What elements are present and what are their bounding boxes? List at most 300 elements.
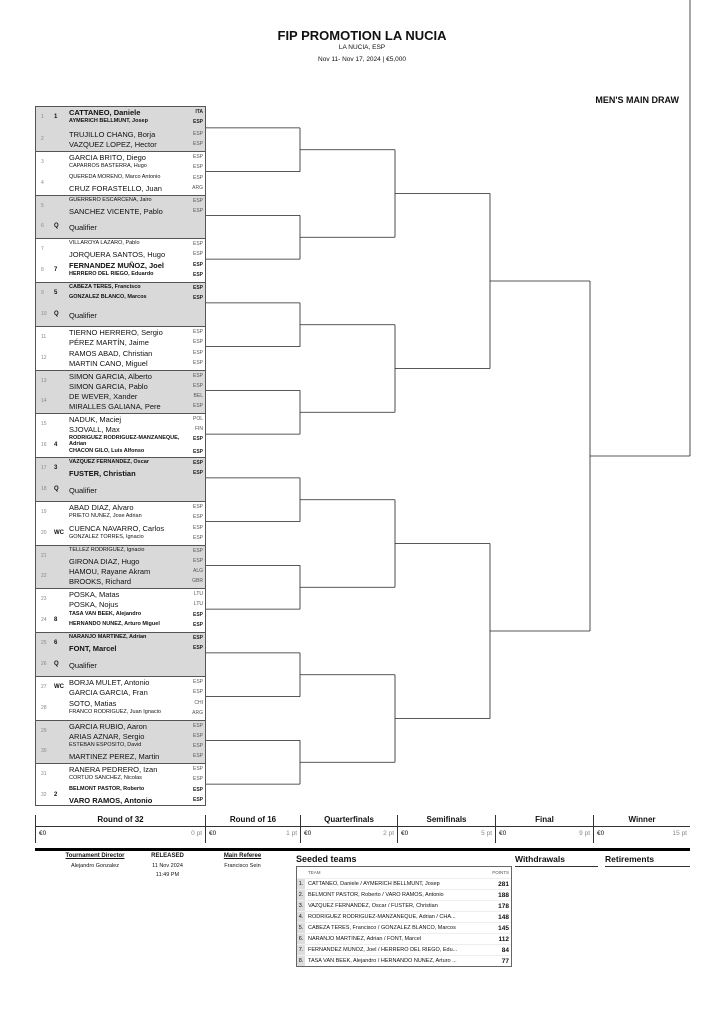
player-name: CATTANEO, Daniele [69, 108, 141, 117]
player-name: Qualifier [69, 485, 97, 495]
seed-label: WC [54, 683, 64, 690]
draw-position: 10 [41, 310, 47, 317]
player-name: CRUZ FORASTELLO, Juan [69, 183, 162, 193]
player-name: FUSTER, Christian [69, 469, 136, 478]
player-name: AYMERICH BELLMUNT, Josep [69, 118, 148, 124]
player [69, 294, 203, 301]
player-name: FRANCO RODRIGUEZ, Juan Ignacio [69, 708, 161, 715]
player-name: VAZQUEZ FERNANDEZ, Oscar [69, 459, 149, 465]
round-column [35, 815, 205, 843]
team-column-header: TEAM [308, 870, 321, 875]
player [69, 590, 203, 599]
player-name: CAPARROS BASTERRA, Hugo [69, 162, 147, 169]
draw-position: 9 [41, 290, 44, 296]
draw-row [36, 523, 205, 545]
player-name: NARANJO MARTINEZ, Adrian [69, 634, 147, 640]
round-column [495, 815, 593, 843]
seed-points: 145 [498, 924, 509, 932]
seed-label: 4 [54, 442, 58, 449]
director-label: Tournament Director [65, 853, 125, 859]
round-name: Round of 32 [36, 815, 205, 827]
player-name: RANERA PEDRERO, Izan [69, 765, 158, 775]
seeded-team-row [297, 889, 511, 900]
player-name: RAMOS ABAD, Christian [69, 348, 153, 358]
round-prize: €0 [597, 830, 605, 837]
round-column [593, 815, 690, 843]
draw-table [35, 106, 206, 806]
player [69, 796, 203, 805]
player [69, 261, 203, 270]
player-country: ESP [192, 436, 203, 443]
draw-position: 7 [41, 246, 44, 253]
player [69, 459, 203, 466]
player-country: ESP [192, 338, 203, 345]
player-country: ESP [192, 503, 203, 510]
draw-position: 25 [41, 640, 47, 646]
player-country: ESP [192, 688, 203, 695]
draw-position: 23 [41, 596, 47, 603]
seed-label: 6 [54, 640, 58, 646]
seed-team: CABEZA TERES, Francisco / GONZALEZ BLANCO, Marcos [308, 925, 456, 931]
draw-row [36, 195, 205, 217]
round-name: Final [496, 815, 593, 827]
player-name: DE WEVER, Xander [69, 392, 138, 402]
player [69, 197, 203, 204]
seed-index: 3. [298, 903, 304, 909]
round-name: Winner [594, 815, 690, 827]
player-name: CUENCA NAVARRO, Carlos [69, 523, 165, 533]
draw-row [36, 610, 205, 632]
player-country: ESP [192, 382, 203, 389]
released-label: RELEASED [151, 853, 184, 859]
round-name: Round of 16 [206, 815, 300, 827]
player [69, 678, 203, 687]
player [69, 742, 203, 749]
player [69, 207, 203, 216]
player-country: ESP [192, 272, 203, 279]
player [69, 328, 203, 337]
seed-label: WC [54, 529, 64, 536]
player-country: ARG [192, 709, 203, 716]
player-name: Qualifier [69, 310, 97, 320]
player-country: LTU [193, 601, 203, 608]
player [69, 709, 203, 716]
player-country: FIN [194, 426, 203, 433]
player-country: ESP [192, 547, 203, 554]
player-country: ESP [192, 524, 203, 531]
player-country: ESP [192, 262, 203, 269]
round-column [300, 815, 397, 843]
seed-label: Q [54, 660, 59, 667]
seed-label: 2 [54, 792, 58, 799]
player [69, 486, 203, 495]
player-country: ARG [192, 184, 203, 191]
player-country: BEL [193, 393, 203, 400]
player [69, 140, 203, 149]
draw-position: 8 [41, 267, 44, 274]
draw-position: 22 [41, 573, 47, 580]
seeded-team-row [297, 933, 511, 944]
round-prize: €0 [401, 830, 409, 837]
draw-row [36, 566, 205, 588]
retirements-title: Retirements [605, 854, 690, 867]
player-country: GBR [192, 578, 203, 585]
player-name: SJOVALL, Max [69, 425, 120, 435]
seed-label: 3 [54, 465, 58, 471]
player [69, 688, 203, 697]
player [69, 699, 203, 708]
draw-row [36, 654, 205, 676]
draw-row [36, 435, 205, 457]
draw-row [36, 413, 205, 435]
player-name: QUEREDA MORENO, Marco Antonio [69, 173, 161, 180]
player-country: ESP [192, 163, 203, 170]
player-country: ESP [192, 513, 203, 520]
seed-team: BELMONT PASTOR, Roberto / VARO RAMOS, Antonio [308, 892, 444, 898]
player-country: ESP [192, 207, 203, 214]
player [69, 392, 203, 401]
player-name: HERRERO DEL RIEGO, Eduardo [69, 271, 154, 278]
draw-row [36, 129, 205, 151]
player-country: ESP [192, 449, 203, 456]
player-country: ESP [192, 787, 203, 794]
player-name: VILLAROYA LAZARO, Pablo [69, 240, 140, 247]
seeded-team-row [297, 955, 511, 966]
player-country: ESP [192, 534, 203, 541]
player-country: ESP [192, 797, 203, 804]
player-country: ESP [192, 732, 203, 739]
draw-position: 3 [41, 158, 44, 165]
player [69, 534, 203, 541]
player-name: SIMON GARCIA, Alberto [69, 371, 152, 381]
seed-index: 1. [298, 881, 304, 887]
round-points: 1 pt [286, 830, 297, 837]
player-country: ESP [192, 470, 203, 476]
withdrawals-title: Withdrawals [515, 854, 598, 867]
player [69, 359, 203, 368]
player-name: POSKA, Nojus [69, 600, 119, 610]
seeded-teams-title: Seeded teams [296, 854, 357, 864]
draw-title: MEN'S MAIN DRAW [595, 95, 679, 105]
seed-index: 2. [298, 892, 304, 898]
player [69, 469, 203, 478]
player-name: CHACON GILO, Luis Alfonso [69, 448, 145, 455]
player [69, 382, 203, 391]
player [69, 425, 203, 434]
player-name: FERNANDEZ MUÑOZ, Joel [69, 261, 165, 271]
player-name: POSKA, Matas [69, 590, 120, 600]
player [69, 577, 203, 586]
draw-row [36, 479, 205, 501]
draw-row [36, 391, 205, 413]
player-name: GARCIA GARCIA, Fran [69, 687, 148, 697]
seed-team: FERNANDEZ MUÑOZ, Joel / HERRERO DEL RIEGO, Edu... [308, 947, 458, 953]
draw-position: 11 [41, 333, 47, 340]
draw-row [36, 588, 205, 610]
round-prize: €0 [209, 830, 217, 837]
draw-row [36, 785, 205, 807]
draw-row [36, 348, 205, 370]
draw-position: 17 [41, 465, 47, 471]
draw-position: 20 [41, 529, 47, 536]
round-name: Semifinals [398, 815, 495, 827]
draw-position: 13 [41, 377, 47, 384]
player [69, 567, 203, 576]
player [69, 311, 203, 320]
player-name: MARTIN CANO, Miguel [69, 358, 148, 368]
player-country: ITA [195, 109, 203, 115]
draw-position: 16 [41, 442, 47, 449]
player-name: HAMOU, Rayane Akram [69, 567, 151, 577]
player-country: ESP [192, 645, 203, 651]
player [69, 752, 203, 761]
seed-label: 7 [54, 267, 58, 274]
draw-position: 28 [41, 704, 47, 711]
seed-points: 77 [501, 957, 509, 965]
player-name: ARIAS AZNAR, Sergio [69, 731, 145, 741]
player-name: SOTO, Matias [69, 698, 117, 708]
player [69, 765, 203, 774]
player-country: ESP [192, 766, 203, 773]
player-name: GONZALEZ TORRES, Ignacio [69, 533, 144, 540]
player-name: MIRALLES GALIANA, Pere [69, 402, 161, 412]
player [69, 732, 203, 741]
player-country: LTU [193, 591, 203, 598]
seeded-team-row [297, 944, 511, 955]
draw-position: 15 [41, 421, 47, 428]
draw-position: 12 [41, 354, 47, 361]
draw-row [36, 720, 205, 742]
player [69, 250, 203, 259]
player-name: FONT, Marcel [69, 644, 117, 653]
player-name: TELLEZ RODRIGUEZ, Ignacio [69, 546, 145, 553]
player-name: Qualifier [69, 223, 97, 233]
draw-row [36, 763, 205, 785]
player-country: ESP [192, 678, 203, 685]
player-country: POL [192, 416, 203, 423]
player-name: CABEZA TERES, Francisco [69, 284, 141, 290]
player [69, 786, 203, 793]
player [69, 524, 203, 533]
seeded-team-row [297, 911, 511, 922]
player-country: ESP [192, 130, 203, 137]
player-country: ESP [192, 612, 203, 619]
seed-points: 84 [501, 946, 509, 954]
tournament-location: LA NUCIA, ESP [338, 44, 386, 51]
seed-label: Q [54, 485, 59, 492]
player [69, 722, 203, 731]
director-name: Alejandro Gonzalez [70, 863, 119, 869]
draw-position: 1 [41, 114, 44, 120]
seed-index: 5. [298, 925, 304, 931]
player-name: TASA VAN BEEK, Alejandro [69, 611, 142, 618]
player-name: BROOKS, Richard [69, 577, 132, 587]
player [69, 448, 203, 455]
player-country: ESP [192, 722, 203, 729]
player-name: NADUK, Maciej [69, 415, 122, 425]
draw-row [36, 326, 205, 348]
player-country: ESP [192, 372, 203, 379]
rounds-prize-table [35, 815, 690, 843]
seed-index: 8. [298, 958, 304, 964]
seed-team: RODRIGUEZ RODRIGUEZ-MANZANEQUE, Adrian / CHA... [308, 914, 456, 920]
draw-row [36, 151, 205, 173]
seed-label: 5 [54, 290, 58, 296]
player-country: ESP [192, 349, 203, 356]
player-name: MARTINEZ PEREZ, Martin [69, 752, 160, 762]
draw-position: 21 [41, 552, 47, 559]
player [69, 557, 203, 566]
draw-position: 18 [41, 485, 47, 492]
round-points: 5 pt [481, 830, 492, 837]
player [69, 435, 203, 448]
player-name: BELMONT PASTOR, Roberto [69, 786, 145, 793]
player [69, 402, 203, 411]
main-referee [205, 853, 280, 871]
player [69, 600, 203, 609]
draw-position: 4 [41, 179, 44, 186]
player-name: BORJA MULET, Antonio [69, 677, 150, 687]
player-country: ESP [192, 460, 203, 466]
released-time: 11:49 PM [155, 872, 180, 878]
player-name: VAZQUEZ LOPEZ, Hector [69, 139, 157, 149]
seed-label: 8 [54, 617, 58, 624]
points-column-header: POINTS [492, 870, 509, 875]
player [69, 153, 203, 162]
player [69, 547, 203, 554]
player-name: GONZALEZ BLANCO, Marcos [69, 294, 147, 300]
seed-label: Q [54, 310, 59, 317]
player [69, 174, 203, 181]
draw-position: 31 [41, 771, 47, 778]
referee-label: Main Referee [223, 853, 262, 859]
draw-row [36, 741, 205, 763]
round-prize: €0 [304, 830, 312, 837]
draw-row [36, 173, 205, 195]
player-country: ESP [192, 241, 203, 248]
player-country: ESP [192, 328, 203, 335]
tournament-title: FIP PROMOTION LA NUCIA [277, 28, 447, 43]
player-name: GARCIA RUBIO, Aaron [69, 721, 147, 731]
player-country: ESP [192, 174, 203, 181]
player-name: SANCHEZ VICENTE, Pablo [69, 206, 163, 216]
player-country: ESP [192, 557, 203, 564]
draw-row [36, 304, 205, 326]
player-name: ABAD DIAZ, Alvaro [69, 502, 134, 512]
player-name: CORTIJO SANCHEZ, Nicolas [69, 775, 142, 782]
player-name: PRIETO NUÑEZ, Jose Adrian [69, 512, 142, 519]
draw-row [36, 370, 205, 392]
draw-row [36, 216, 205, 238]
player [69, 284, 203, 291]
draw-row [36, 238, 205, 260]
referee-name: Francisco Sein [224, 863, 261, 869]
seed-label: Q [54, 223, 59, 230]
player-country: ESP [192, 251, 203, 258]
player-name: RODRIGUEZ RODRIGUEZ-MANZANEQUE, Adrian [69, 435, 180, 448]
player-name: Qualifier [69, 660, 97, 670]
player-name: JORQUERA SANTOS, Hugo [69, 250, 166, 260]
player [69, 108, 203, 117]
seed-points: 148 [498, 913, 509, 921]
draw-row [36, 457, 205, 479]
player-country: ESP [192, 776, 203, 783]
seed-team: NARANJO MARTINEZ, Adrian / FONT, Marcel [308, 936, 421, 942]
player-country: ESP [192, 119, 203, 125]
draw-position: 19 [41, 508, 47, 515]
player-name: PÉREZ MARTÍN, Jaime [69, 337, 149, 347]
seed-points: 281 [498, 880, 509, 888]
seed-index: 7. [298, 947, 304, 953]
released-info [140, 853, 195, 880]
draw-row [36, 632, 205, 654]
draw-position: 32 [41, 792, 47, 799]
player-name: TRUJILLO CHANG, Borja [69, 129, 156, 139]
seeded-team-row [297, 922, 511, 933]
seed-points: 178 [498, 902, 509, 910]
draw-position: 2 [41, 135, 44, 142]
player [69, 621, 203, 628]
player-name: ESTEBAN ESPOSITO, David [69, 742, 142, 749]
player-country: ALG [192, 568, 203, 575]
round-points: 9 pt [579, 830, 590, 837]
player-country: ESP [192, 197, 203, 204]
round-prize: €0 [39, 830, 47, 837]
player-name: VARO RAMOS, Antonio [69, 796, 153, 806]
player [69, 118, 203, 125]
player [69, 338, 203, 347]
player-country: ESP [192, 359, 203, 366]
draw-row [36, 107, 205, 129]
player-name: GIRONA DIAZ, Hugo [69, 556, 140, 566]
player [69, 644, 203, 653]
round-points: 2 pt [383, 830, 394, 837]
draw-position: 5 [41, 202, 44, 209]
player [69, 415, 203, 424]
player-country: ESP [192, 153, 203, 160]
released-date: 11 Nov 2024 [152, 863, 183, 869]
seed-team: TASA VAN BEEK, Alejandro / HERNANDO NUÑEZ, Arturo ... [308, 958, 457, 964]
player-country: ESP [192, 295, 203, 301]
player-country: ESP [192, 403, 203, 410]
draw-position: 14 [41, 398, 47, 405]
player-country: ESP [192, 622, 203, 629]
round-name: Quarterfinals [301, 815, 397, 827]
player-country: CHI [194, 699, 203, 706]
player-country: ESP [192, 140, 203, 147]
round-column [397, 815, 495, 843]
player-name: TIERNO HERRERO, Sergio [69, 327, 163, 337]
draw-position: 6 [41, 223, 44, 230]
player [69, 223, 203, 232]
tournament-dates: Nov 11- Nov 17, 2024 | €5,000 [318, 56, 406, 63]
divider [35, 848, 690, 851]
player [69, 240, 203, 247]
player [69, 163, 203, 170]
player [69, 372, 203, 381]
draw-position: 27 [41, 683, 47, 690]
player-country: ESP [192, 743, 203, 750]
player [69, 611, 203, 618]
player-country: ESP [192, 285, 203, 291]
player-name: GARCIA BRITO, Diego [69, 152, 146, 162]
seed-index: 6. [298, 936, 304, 942]
seed-team: VAZQUEZ FERNANDEZ, Oscar / FUSTER, Christian [308, 903, 438, 909]
seeded-team-row [297, 878, 511, 889]
player [69, 661, 203, 670]
draw-row [36, 282, 205, 304]
player [69, 130, 203, 139]
